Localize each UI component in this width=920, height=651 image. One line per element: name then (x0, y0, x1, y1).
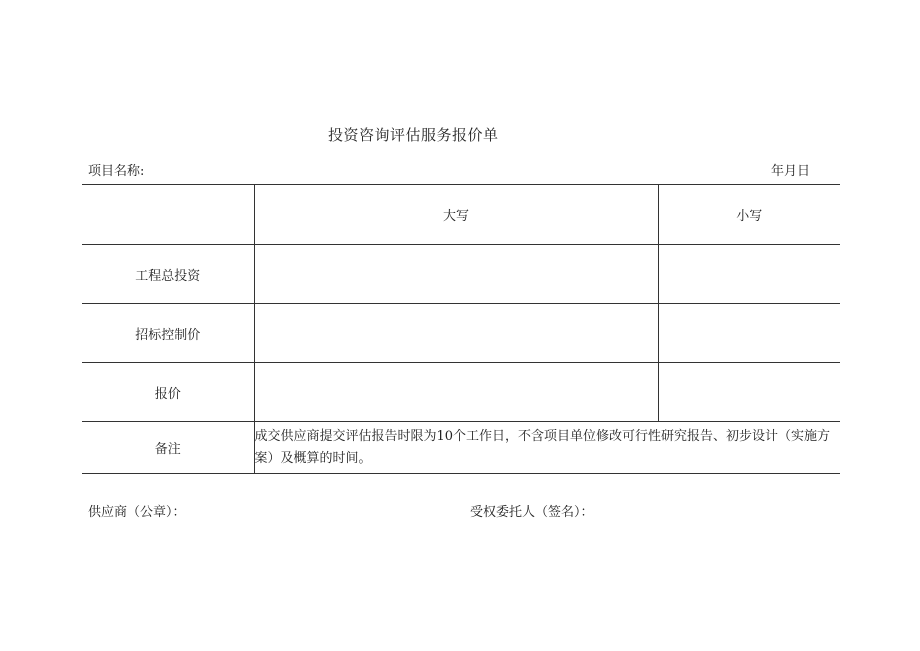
date-label: 年月日 (771, 164, 811, 179)
lower-amount-field[interactable] (658, 363, 840, 422)
header-cell-empty (82, 185, 254, 245)
project-name-label: 项目名称: (88, 164, 145, 179)
remark-text: 成交供应商提交评估报告时限为10个工作日，不含项目单位修改可行性研究报告、初步设计（实施方案）及概算的时间。 (254, 422, 840, 474)
quote-table (82, 184, 840, 474)
supplier-seal-label: 供应商（公章）： (88, 505, 186, 520)
upper-amount-field[interactable] (254, 245, 658, 304)
authorized-signature-label: 受权委托人（签名）： (470, 505, 594, 520)
form-title: 投资咨询评估服务报价单 (328, 126, 499, 144)
table-row (82, 304, 840, 363)
table-row (82, 363, 840, 422)
table-header-row (82, 185, 840, 245)
header-cell-lower: 小写 (658, 185, 840, 245)
row-label: 报价 (82, 363, 254, 422)
remark-label: 备注 (82, 422, 254, 474)
upper-amount-field[interactable] (254, 363, 658, 422)
lower-amount-field[interactable] (658, 245, 840, 304)
row-label: 工程总投资 (82, 245, 254, 304)
table-row (82, 245, 840, 304)
lower-amount-field[interactable] (658, 304, 840, 363)
remark-row (82, 422, 840, 474)
header-cell-upper: 大写 (254, 185, 658, 245)
upper-amount-field[interactable] (254, 304, 658, 363)
row-label: 招标控制价 (82, 304, 254, 363)
